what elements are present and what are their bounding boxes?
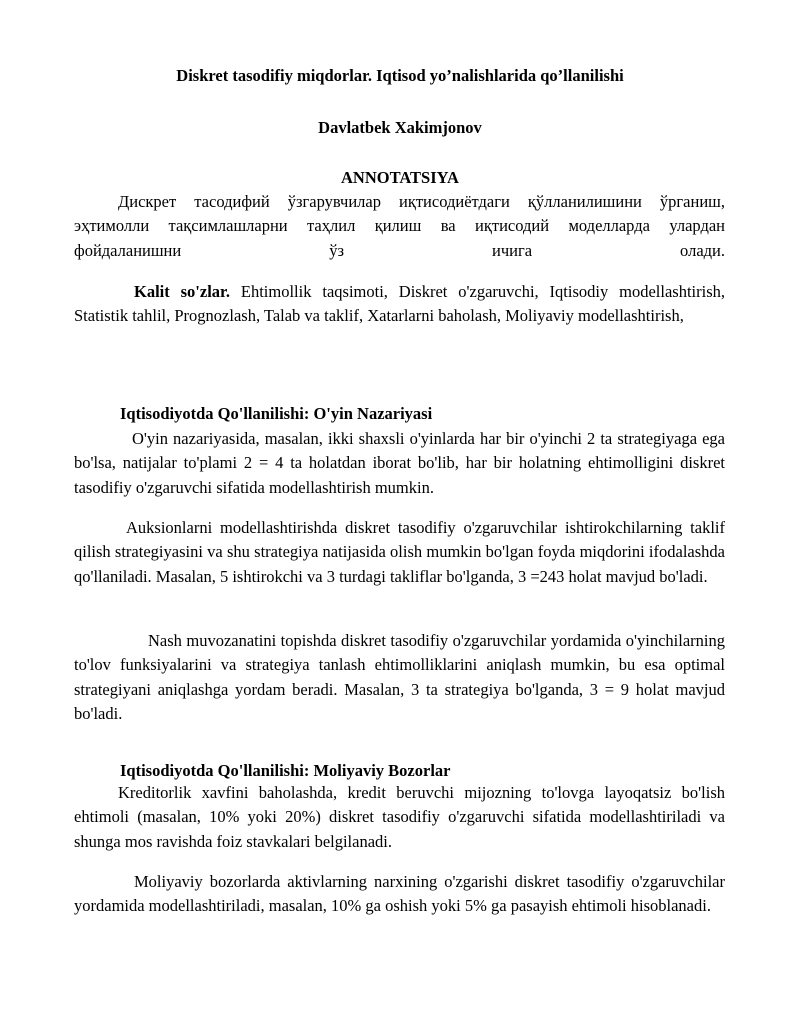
paragraph: Nash muvozanatini topishda diskret tasodifiy o'zgaruvchilar yordamida o'yinchilarning to'lov funksiyalarini va strategiya tanlash ehtimolliklarini aniqlash mumkin, bu esa optimal strategiyani aniqlashga yordam beradi. Masalan, 3 ta strategiya bo'lganda, 3 = 9 holat mavjud bo'ladi. (74, 631, 725, 723)
author-name: Davlatbek Xakimjonov (318, 118, 482, 137)
paragraph: O'yin nazariyasida, masalan, ikki shaxsli o'yinlarda har bir o'yinchi 2 ta strategiyaga ega bo'lsa, natijalar to'plami 2 = 4 ta holatdan iborat bo'lib, har bir holatning ehtimolligini diskret tasodifiy o'zgaruvchi sifatida modellashtirish mumkin. (74, 429, 725, 497)
keywords-text: Ehtimollik taqsimoti, Diskret o'zgaruvchi, Iqtisodiy modellashtirish, Statistik tahlil, Prognozlash, Talab va taklif, Xatarlarni baholash, Moliyaviy modellashtirish, (74, 282, 725, 326)
annotation-paragraph (74, 190, 725, 263)
annotation-line: Дискрет тасодифий ўзгарувчилар иқтисодиётдаги қўлланилишини ўрганиш, (118, 192, 725, 211)
keywords-paragraph (74, 280, 725, 329)
paragraph: Moliyaviy bozorlarda aktivlarning narxining o'zgarishi diskret tasodifiy o'zgaruvchilar yordamida modellashtiriladi, masalan, 10% ga oshish yoki 5% ga pasayish ehtimoli hisoblanadi. (74, 872, 725, 916)
paragraph: Kreditorlik xavfini baholashda, kredit beruvchi mijozning to'lovga layoqatsiz bo'lish ehtimoli (masalan, 10% yoki 20%) diskret tasodifiy o'zgaruvchi sifatida modellashtiriladi va shunga mos ravishda foiz stavkalari belgilanadi. (74, 783, 725, 851)
document-title: Diskret tasodifiy miqdorlar. Iqtisod yo’nalishlarida qo’llanilishi (176, 66, 624, 85)
section-heading-financial-markets: Iqtisodiyotda Qo'llanilishi: Moliyaviy Bozorlar (120, 761, 451, 780)
section-heading-game-theory: Iqtisodiyotda Qo'llanilishi: O'yin Nazariyasi (120, 404, 433, 423)
annotation-line: эҳтимолли тақсимлашларни таҳлил қилиш ва иқтисодий моделларда улардан (74, 216, 725, 236)
annotation-heading: ANNOTATSIYA (341, 168, 459, 187)
keywords-label: Kalit so'zlar. (134, 282, 230, 301)
paragraph: Auksionlarni modellashtirishda diskret tasodifiy o'zgaruvchilar ishtirokchilarning taklif qilish strategiyasini va shu strategiya natijasida olish mumkin bo'lgan foyda miqdorini ifodalashda qo'llaniladi. Masalan, 5 ishtirokchi va 3 turdagi takliflar bo'lganda, 3 =243 holat mavjud bo'ladi. (74, 518, 725, 586)
annotation-line: фойдаланишни ўз ичига олади. (74, 240, 725, 260)
